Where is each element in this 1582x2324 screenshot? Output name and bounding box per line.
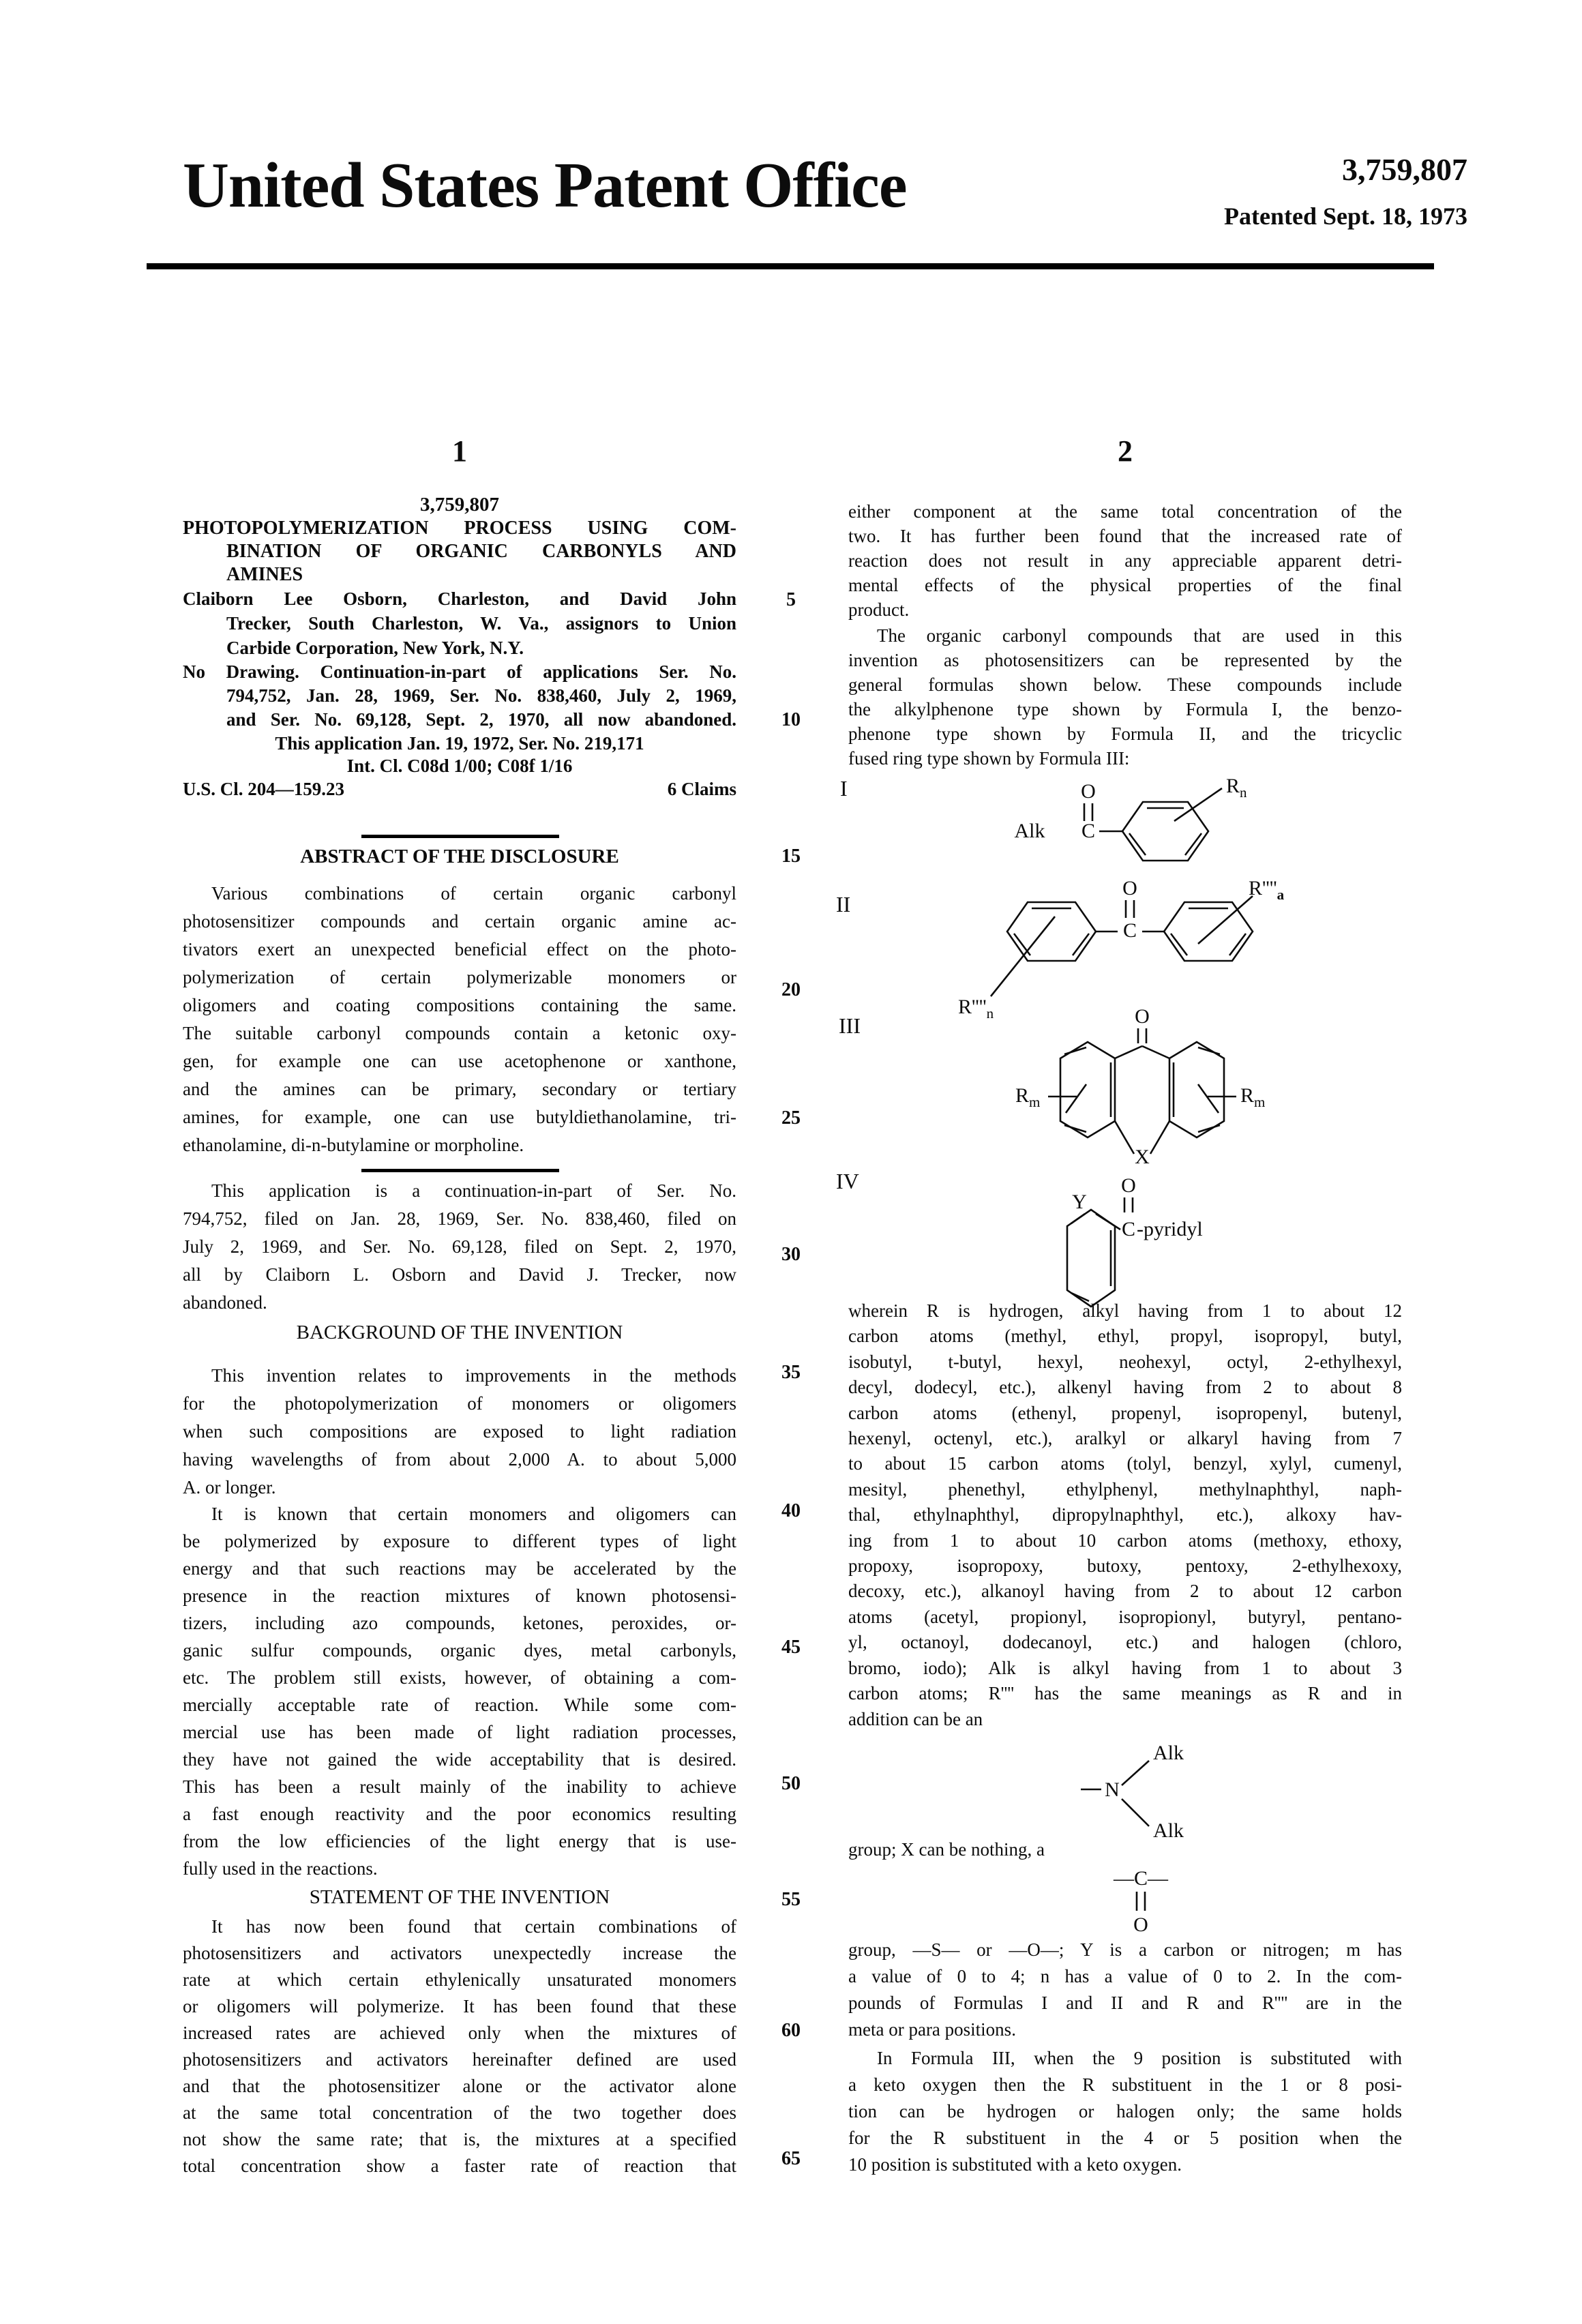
line-number-20: 20 — [781, 979, 801, 1000]
text-line: when such compositions are exposed to light radiation — [183, 1421, 736, 1442]
text-line: photosensitizers and activators unexpectedly increase the — [183, 1943, 736, 1963]
text-line: BINATION OF ORGANIC CARBONYLS AND — [226, 541, 736, 562]
statement-paragraph — [183, 1913, 736, 2179]
text-line: This application is a continuation-in-part of Ser. No. — [211, 1180, 736, 1201]
formula-4-pyridyl-structure — [1019, 1170, 1251, 1313]
svg-text:O: O — [1121, 1174, 1136, 1197]
text-line: amines, for example, one can use butyldiethanolamine, tri- — [183, 1107, 736, 1127]
text-line: carbon atoms (methyl, ethyl, propyl, isopropyl, butyl, — [848, 1326, 1402, 1347]
text-line: etc. The problem still exists, however, of obtaining a com- — [183, 1667, 736, 1688]
us-cl-row — [183, 779, 736, 800]
text-line: and Ser. No. 69,128, Sept. 2, 1970, all now abandoned. — [226, 709, 736, 730]
text-line: This invention relates to improvements in the methods — [211, 1365, 736, 1386]
text-line: 794,752, Jan. 28, 1969, Ser. No. 838,460, July 2, 1969, — [226, 685, 736, 706]
text-line: a value of 0 to 4; n has a value of 0 to 2. In the com- — [848, 1966, 1402, 1986]
text-line: fused ring type shown by Formula III: — [848, 748, 1130, 769]
text-line: photosensitizer compounds and certain organic amine ac- — [183, 911, 736, 932]
text-line: oligomers and coating compositions containing the same. — [183, 995, 736, 1015]
svg-text:Y: Y — [1072, 1191, 1087, 1213]
text-line: Trecker, South Charleston, W. Va., assignors to Union — [226, 613, 736, 634]
svg-text:Alk: Alk — [1153, 1742, 1184, 1764]
patent-number-header: 3,759,807 — [1342, 152, 1467, 187]
text-line: group, —S— or —O—; Y is a carbon or nitrogen; m has — [848, 1939, 1402, 1960]
text-line: and the amines can be primary, secondary or tertiary — [183, 1079, 736, 1099]
text-line: wherein R is hydrogen, alkyl having from 1 to about 12 — [848, 1300, 1402, 1321]
text-line: mesityl, phenethyl, ethylphenyl, methylnaphthyl, naph- — [848, 1478, 1402, 1500]
line-number-15: 15 — [781, 846, 801, 867]
text-line: total concentration show a faster rate of reaction that — [183, 2156, 736, 2176]
svg-text:R''''n: $R''''_n$ — [958, 996, 994, 1022]
svg-text:—C—: —C— — [1113, 1867, 1169, 1890]
text-line: decyl, dodecyl, etc.), alkenyl having from 2 to about 8 — [848, 1377, 1402, 1398]
formula-label-2: II — [836, 892, 851, 917]
column-1-number: 1 — [452, 434, 467, 468]
patent-title — [183, 517, 736, 586]
text-line: mercial use has been made of light radiation processes, — [183, 1722, 736, 1742]
statement-heading: STATEMENT OF THE INVENTION — [309, 1886, 610, 1908]
svg-text:O: O — [1122, 877, 1137, 899]
text-line: AMINES — [226, 564, 303, 585]
header-rule — [147, 263, 1434, 269]
patent-number-col1: 3,759,807 — [420, 494, 499, 516]
text-line: It is known that certain monomers and oligomers can — [211, 1504, 736, 1524]
text-line: propoxy, isopropoxy, butoxy, pentoxy, 2-ethylhexoxy, — [848, 1555, 1402, 1577]
formula-label-3: III — [839, 1013, 861, 1038]
formula-3-tricyclic-structure — [1006, 1004, 1279, 1174]
text-line: thal, ethylnaphthyl, dipropylnaphthyl, etc.), alkoxy hav- — [848, 1504, 1402, 1525]
line-number-40: 40 — [781, 1500, 801, 1521]
text-line: Claiborn Lee Osborn, Charleston, and David John — [183, 589, 736, 609]
text-line: 10 position is substituted with a keto oxygen. — [848, 2154, 1182, 2175]
svg-text:O: O — [1135, 1005, 1150, 1028]
text-line: tivators exert an unexpected beneficial effect on the photo- — [183, 939, 736, 959]
text-line: at the same total concentration of the two together does — [183, 2102, 736, 2123]
text-line: presence in the reaction mixtures of known photosensi- — [183, 1585, 736, 1606]
svg-text:C: C — [1122, 919, 1137, 942]
text-line: gen, for example one can use acetophenone or xanthone, — [183, 1051, 736, 1071]
text-line: Various combinations of certain organic carbonyl — [211, 883, 736, 904]
text-line: the alkylphenone type shown by Formula I, the benzo- — [848, 699, 1402, 719]
text-line: polymerization of certain polymerizable monomers or — [183, 967, 736, 987]
svg-text:N: N — [1105, 1778, 1120, 1801]
text-line: from the low efficiencies of the light energy that is use- — [183, 1831, 736, 1851]
claims-count: 6 Claims — [667, 779, 736, 799]
text-line: pounds of Formulas I and II and R and R'''' are in the — [848, 1993, 1402, 2013]
background-paragraph-1 — [183, 1362, 736, 1502]
text-line: Carbide Corporation, New York, N.Y. — [226, 638, 524, 658]
wherein-paragraph — [848, 1298, 1402, 1732]
text-line: all by Claiborn L. Osborn and David J. Trecker, now — [183, 1264, 736, 1285]
svg-text:-pyridyl: -pyridyl — [1137, 1218, 1203, 1240]
formula-label-1: I — [840, 776, 848, 801]
text-line: tizers, including azo compounds, ketones, peroxides, or- — [183, 1613, 736, 1633]
text-line: 794,752, filed on Jan. 28, 1969, Ser. No. 838,460, filed on — [183, 1208, 736, 1229]
abstract-heading: ABSTRACT OF THE DISCLOSURE — [300, 846, 619, 867]
patent-office-title: United States Patent Office — [183, 150, 907, 221]
text-line: ethanolamine, di-n-butylamine or morpholine. — [183, 1135, 524, 1155]
text-line: be polymerized by exposure to different types of light — [183, 1531, 736, 1551]
text-line: invention as photosensitizers can be represented by the — [848, 650, 1402, 670]
line-number-55: 55 — [781, 1889, 801, 1910]
text-line: for the photopolymerization of monomers or oligomers — [183, 1393, 736, 1414]
line-number-35: 35 — [781, 1362, 801, 1383]
group-s-paragraph — [848, 1937, 1402, 2043]
filing-info — [183, 660, 736, 756]
svg-text:Rm: $R_m$ — [1015, 1084, 1041, 1110]
text-line: carbon atoms; R'''' has the same meanings as R and in — [848, 1683, 1402, 1704]
svg-text:O: O — [1133, 1913, 1148, 1936]
text-line: It has now been found that certain combinations of — [211, 1916, 736, 1937]
formula-1-alkylphenone-structure — [1002, 769, 1262, 882]
text-line: having wavelengths of from about 2,000 A. to about 5,000 — [183, 1449, 736, 1470]
text-line: ing from 1 to about 10 carbon atoms (methoxy, ethoxy, — [848, 1530, 1402, 1551]
section-divider-2 — [361, 1169, 559, 1172]
text-line: fully used in the reactions. — [183, 1858, 378, 1879]
line-number-60: 60 — [781, 2020, 801, 2041]
text-line: for the R substituent in the 4 or 5 position when the — [848, 2128, 1402, 2148]
carbonyl-group-structure — [1090, 1864, 1192, 1939]
text-line: No Drawing. Continuation-in-part of applications Ser. No. — [183, 661, 736, 682]
group-x-line: group; X can be nothing, a — [848, 1839, 1045, 1860]
text-line: abandoned. — [183, 1292, 267, 1313]
svg-text:X: X — [1135, 1146, 1150, 1168]
text-line: The organic carbonyl compounds that are used in this — [877, 625, 1402, 646]
svg-text:C: C — [1081, 820, 1096, 842]
text-line: and that the photosensitizer alone or the activator alone — [183, 2076, 736, 2096]
text-line: not show the same rate; that is, the mixtures at a specified — [183, 2129, 736, 2149]
section-divider — [361, 835, 559, 838]
text-line: they have not gained the wide acceptability that is desired. — [183, 1749, 736, 1770]
text-line: A. or longer. — [183, 1477, 276, 1498]
formula-label-4: IV — [836, 1169, 859, 1193]
text-line: rate at which certain ethylenically unsaturated monomers — [183, 1969, 736, 1990]
text-line: In Formula III, when the 9 position is substituted with — [877, 2048, 1402, 2068]
text-line: PHOTOPOLYMERIZATION PROCESS USING COM- — [183, 518, 736, 539]
column-2-number: 2 — [1118, 434, 1133, 468]
patented-date: Patented Sept. 18, 1973 — [1224, 203, 1467, 230]
svg-text:Rm: $R_m$ — [1240, 1084, 1266, 1110]
text-line: a fast enough reactivity and the poor economics resulting — [183, 1804, 736, 1824]
text-line: tion can be hydrogen or halogen only; the same holds — [848, 2101, 1402, 2121]
text-line: product. — [848, 599, 910, 620]
continuation-paragraph — [183, 1177, 736, 1317]
dialkylamino-group-structure — [1074, 1727, 1238, 1843]
svg-text:R''''a: $R''''_a$ — [1249, 877, 1285, 903]
text-line: addition can be an — [848, 1708, 983, 1729]
text-line: This application Jan. 19, 1972, Ser. No. 219,171 — [275, 733, 644, 754]
text-line: July 2, 1969, and Ser. No. 69,128, filed on Sept. 2, 1970, — [183, 1236, 736, 1257]
line-number-5: 5 — [786, 589, 796, 610]
svg-text:Rn: $R_n$ — [1226, 775, 1247, 801]
text-line: phenone type shown by Formula II, and the tricyclic — [848, 724, 1402, 744]
text-line: a keto oxygen then the R substituent in the 1 or 8 posi- — [848, 2074, 1402, 2095]
formula3-paragraph — [848, 2045, 1402, 2178]
text-line: meta or para positions. — [848, 2019, 1016, 2040]
col2-paragraph-a — [848, 499, 1402, 622]
text-line: energy and that such reactions may be accelerated by the — [183, 1558, 736, 1579]
text-line: decoxy, etc.), alkanoyl having from 2 to about 12 carbon — [848, 1581, 1402, 1602]
text-line: isobutyl, t-butyl, hexyl, neohexyl, octyl, 2-ethylhexyl, — [848, 1351, 1402, 1372]
line-number-45: 45 — [781, 1637, 801, 1658]
line-number-10: 10 — [781, 709, 801, 730]
line-number-30: 30 — [781, 1244, 801, 1265]
text-line: This has been a result mainly of the inability to achieve — [183, 1776, 736, 1797]
svg-text:Alk: Alk — [1153, 1819, 1184, 1842]
text-line: either component at the same total concentration of the — [848, 501, 1402, 522]
text-line: photosensitizers and activators hereinafter defined are used — [183, 2049, 736, 2070]
svg-text:O: O — [1081, 780, 1096, 803]
line-number-50: 50 — [781, 1773, 801, 1794]
text-line: carbon atoms (ethenyl, propenyl, isopropenyl, butenyl, — [848, 1402, 1402, 1423]
text-line: yl, octanoyl, dodecanoyl, etc.) and halogen (chloro, — [848, 1632, 1402, 1653]
text-line: two. It has further been found that the increased rate of — [848, 526, 1402, 546]
text-line: bromo, iodo); Alk is alkyl having from 1 to about 3 — [848, 1657, 1402, 1678]
svg-text:C: C — [1121, 1218, 1136, 1240]
text-line: atoms (acetyl, propionyl, isopropionyl, butyryl, pentano- — [848, 1606, 1402, 1627]
inventors — [183, 586, 736, 660]
text-line: increased rates are achieved only when the mixtures of — [183, 2023, 736, 2043]
us-cl: U.S. Cl. 204—159.23 — [183, 779, 345, 799]
background-heading: BACKGROUND OF THE INVENTION — [296, 1322, 623, 1343]
col2-paragraph-b — [848, 623, 1402, 771]
line-number-65: 65 — [781, 2148, 801, 2169]
text-line: The suitable carbonyl compounds contain a ketonic oxy- — [183, 1023, 736, 1043]
svg-text:Alk: Alk — [1014, 820, 1045, 842]
abstract-paragraph — [183, 880, 736, 1159]
text-line: to about 15 carbon atoms (tolyl, benzyl, xylyl, cumenyl, — [848, 1453, 1402, 1474]
int-cl: Int. Cl. C08d 1/00; C08f 1/16 — [346, 756, 573, 776]
text-line: general formulas shown below. These compounds include — [848, 674, 1402, 695]
background-paragraph-2 — [183, 1500, 736, 1882]
text-line: mental effects of the physical properties of the final — [848, 575, 1402, 595]
text-line: mercially acceptable rate of reaction. While some com- — [183, 1695, 736, 1715]
line-number-25: 25 — [781, 1107, 801, 1129]
text-line: or oligomers will polymerize. It has been found that these — [183, 1996, 736, 2016]
text-line: ganic sulfur compounds, organic dyes, metal carbonyls, — [183, 1640, 736, 1660]
text-line: reaction does not result in any appreciable apparent detri- — [848, 550, 1402, 571]
text-line: hexenyl, octenyl, etc.), aralkyl or alkaryl having from 7 — [848, 1428, 1402, 1449]
